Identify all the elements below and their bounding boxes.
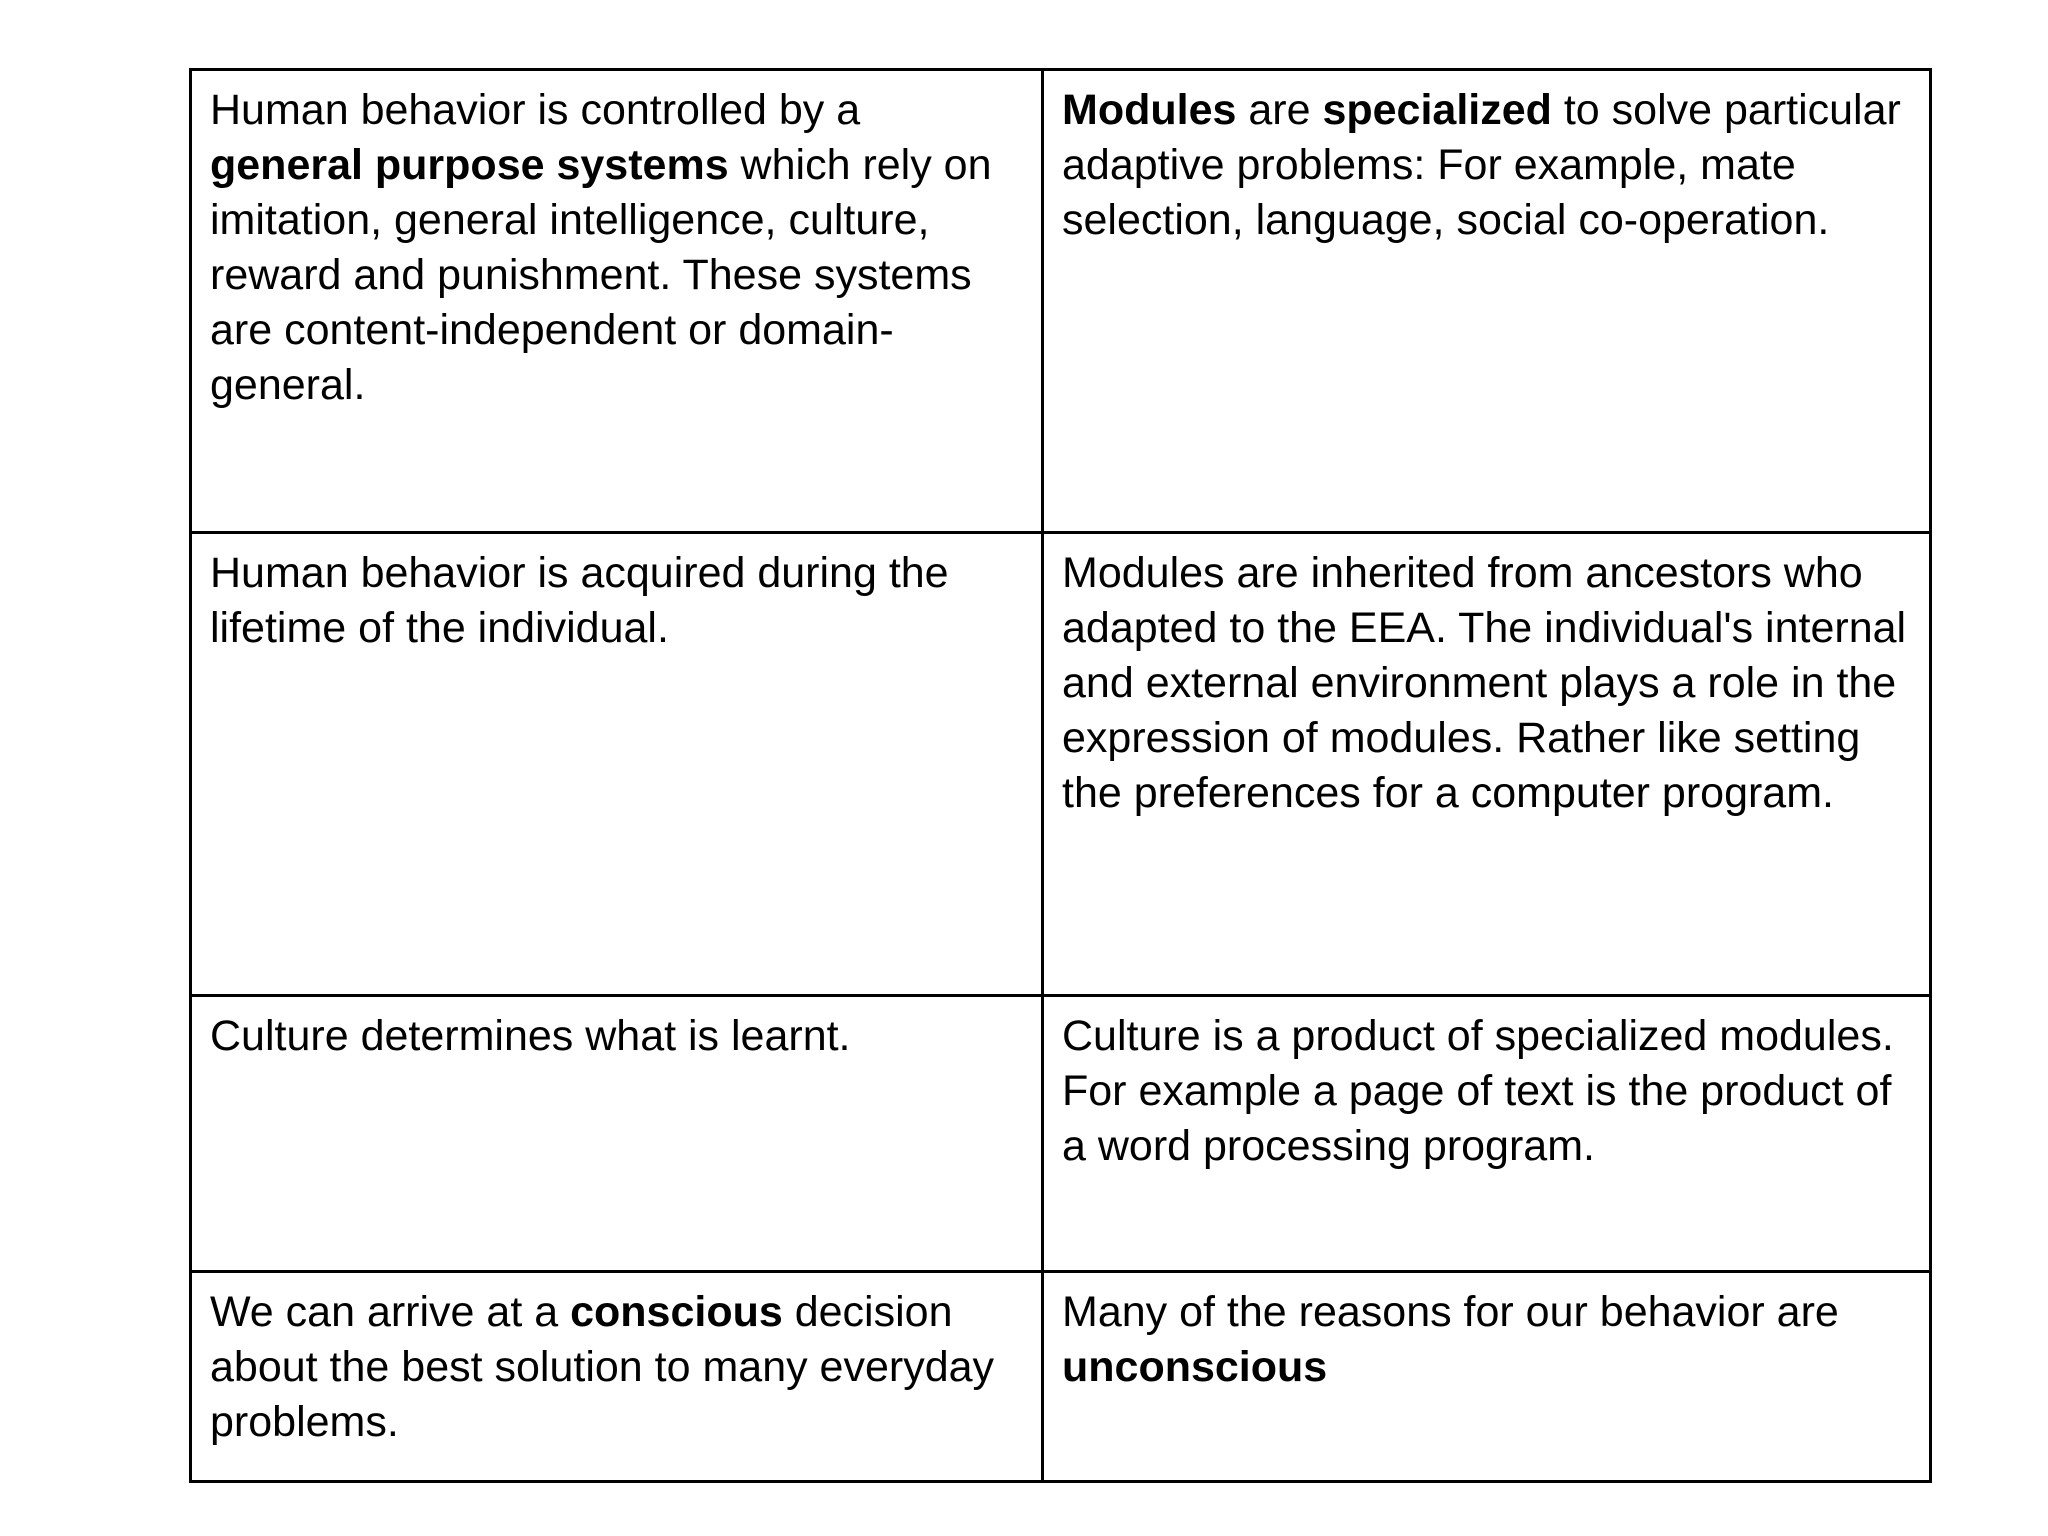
table-cell-right [1043, 533, 1931, 996]
table-cell-left [191, 70, 1043, 533]
table-cell-left [191, 1272, 1043, 1482]
cell-text: are [1236, 86, 1323, 134]
cell-text-bold: unconscious [1062, 1343, 1328, 1391]
cell-text: to solve particular adaptive problems: For example, mate selection, language, social co-operation. [1062, 86, 1901, 244]
cell-text: Modules are inherited from ancestors who adapted to the EEA. The individual's internal and external environment plays a role in the expression of modules. Rather like setting the preferences for a computer program. [1062, 549, 1907, 817]
table-row [191, 70, 1931, 533]
table-cell-left [191, 996, 1043, 1272]
table-cell-right [1043, 996, 1931, 1272]
cell-text-bold: specialized [1322, 86, 1552, 134]
table-row [191, 1272, 1931, 1482]
cell-text-bold: general purpose systems [210, 141, 729, 189]
cell-text: which rely on imitation, general intelligence, culture, reward and punishment. These systems are content-independent or domain-general. [210, 141, 992, 409]
cell-text: Human behavior is acquired during the lifetime of the individual. [210, 549, 949, 652]
comparison-table [189, 68, 1932, 1483]
table-cell-right [1043, 70, 1931, 533]
cell-text: decision about the best solution to many everyday problems. [210, 1288, 995, 1446]
cell-text-bold: Modules [1062, 86, 1237, 134]
cell-text: Culture determines what is learnt. [210, 1012, 851, 1060]
table-row [191, 996, 1931, 1272]
table-cell-left [191, 533, 1043, 996]
cell-text: Culture is a product of specialized modules. For example a page of text is the product of a word processing program. [1062, 1012, 1894, 1170]
cell-text-bold: conscious [570, 1288, 783, 1336]
table-row [191, 533, 1931, 996]
cell-text: Many of the reasons for our behavior are [1062, 1288, 1839, 1336]
cell-text: We can arrive at a [210, 1288, 571, 1336]
table-cell-right [1043, 1272, 1931, 1482]
cell-text: Human behavior is controlled by a [210, 86, 861, 134]
